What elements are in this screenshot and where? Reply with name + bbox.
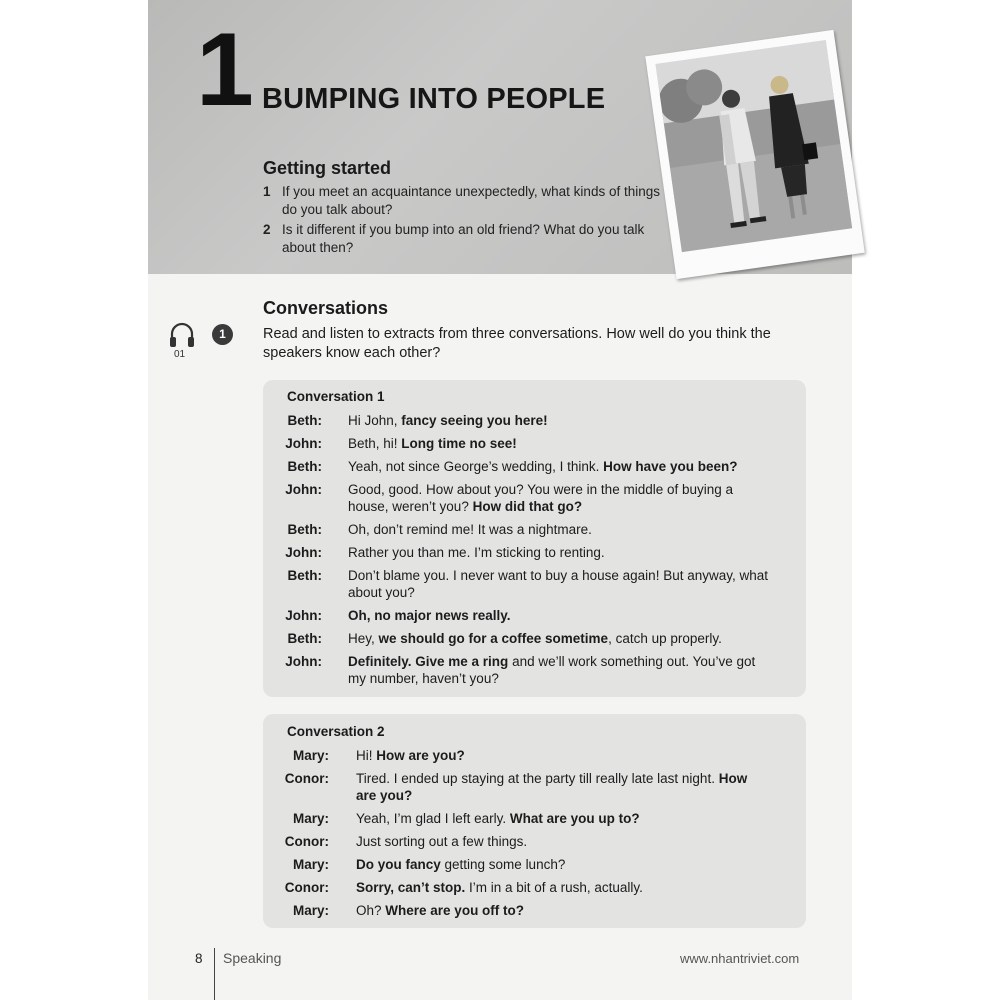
getting-started-item (263, 183, 663, 219)
utterance-text: Sorry, can’t stop. I’m in a bit of a rush, actually. (356, 880, 643, 895)
item-number: 1 (263, 184, 271, 199)
exercise-instructions: Read and listen to extracts from three conversations. How well do you think the speakers know each other? (263, 326, 771, 361)
unit-title: BUMPING INTO PEOPLE (262, 83, 606, 115)
speaker-name: Mary: (292, 748, 329, 763)
speaker-name: Mary: (292, 857, 329, 872)
getting-started-item (263, 221, 663, 257)
item-number: 2 (263, 222, 271, 237)
unit-photo (645, 30, 864, 279)
conversation-title: Conversation 1 (287, 389, 385, 404)
utterance-text: Definitely. Give me a ring and we’ll work something out. You’ve got my number, haven’t you? (348, 654, 756, 686)
headphones-icon[interactable] (168, 322, 196, 348)
utterance-text: Hi! How are you? (356, 748, 465, 763)
speaker-name: Beth: (287, 459, 322, 474)
utterance-text: Yeah, I’m glad I left early. What are you up to? (356, 811, 640, 826)
utterance-text: Oh, don’t remind me! It was a nightmare. (348, 522, 592, 537)
speaker-name: Beth: (287, 413, 322, 428)
page-number: 8 (195, 951, 203, 966)
speaker-name: John: (285, 545, 322, 560)
exercise-number-badge: 1 (212, 324, 233, 345)
speaker-name: Beth: (287, 522, 322, 537)
utterance-text: Yeah, not since George’s wedding, I think. How have you been? (348, 459, 738, 474)
speaker-name: Beth: (287, 631, 322, 646)
speaker-name: John: (285, 436, 322, 451)
utterance-text: Do you fancy getting some lunch? (356, 857, 566, 872)
item-text: If you meet an acquaintance unexpectedly, what kinds of things do you talk about? (282, 184, 660, 217)
speaker-name: Beth: (287, 568, 322, 583)
speaker-name: John: (285, 482, 322, 497)
utterance-text: Oh? Where are you off to? (356, 903, 525, 918)
utterance-text: Tired. I ended up staying at the party till really late last night. How are you? (356, 771, 748, 803)
utterance-text: Rather you than me. I’m sticking to renting. (348, 545, 605, 560)
footer-section-label: Speaking (223, 950, 282, 966)
speaker-name: John: (285, 608, 322, 623)
getting-started-heading: Getting started (263, 158, 392, 178)
conversations-heading: Conversations (263, 298, 389, 318)
footer-divider (214, 948, 215, 1000)
utterance-text: Oh, no major news really. (348, 608, 511, 623)
utterance-text: Beth, hi! Long time no see! (348, 436, 517, 451)
speaker-name: Conor: (284, 834, 329, 849)
speaker-name: Mary: (292, 811, 329, 826)
item-text: Is it different if you bump into an old friend? What do you talk about then? (282, 222, 645, 255)
speaker-name: John: (285, 654, 322, 669)
track-number: 01 (174, 349, 186, 360)
utterance-text: Don’t blame you. I never want to buy a house again! But anyway, what about you? (348, 568, 768, 600)
utterance-text: Hi John, fancy seeing you here! (348, 413, 548, 428)
utterance-text: Good, good. How about you? You were in the middle of buying a house, weren’t you? How did that go? (348, 482, 734, 514)
utterance-text: Hey, we should go for a coffee sometime, catch up properly. (348, 631, 722, 646)
unit-number: 1 (196, 12, 251, 128)
utterance-text: Just sorting out a few things. (356, 834, 528, 849)
footer-url[interactable]: www.nhantriviet.com (680, 951, 800, 966)
speaker-name: Conor: (284, 771, 329, 786)
photo-image (655, 40, 852, 252)
speaker-name: Mary: (292, 903, 329, 918)
conversation-title: Conversation 2 (287, 724, 385, 739)
speaker-name: Conor: (284, 880, 329, 895)
